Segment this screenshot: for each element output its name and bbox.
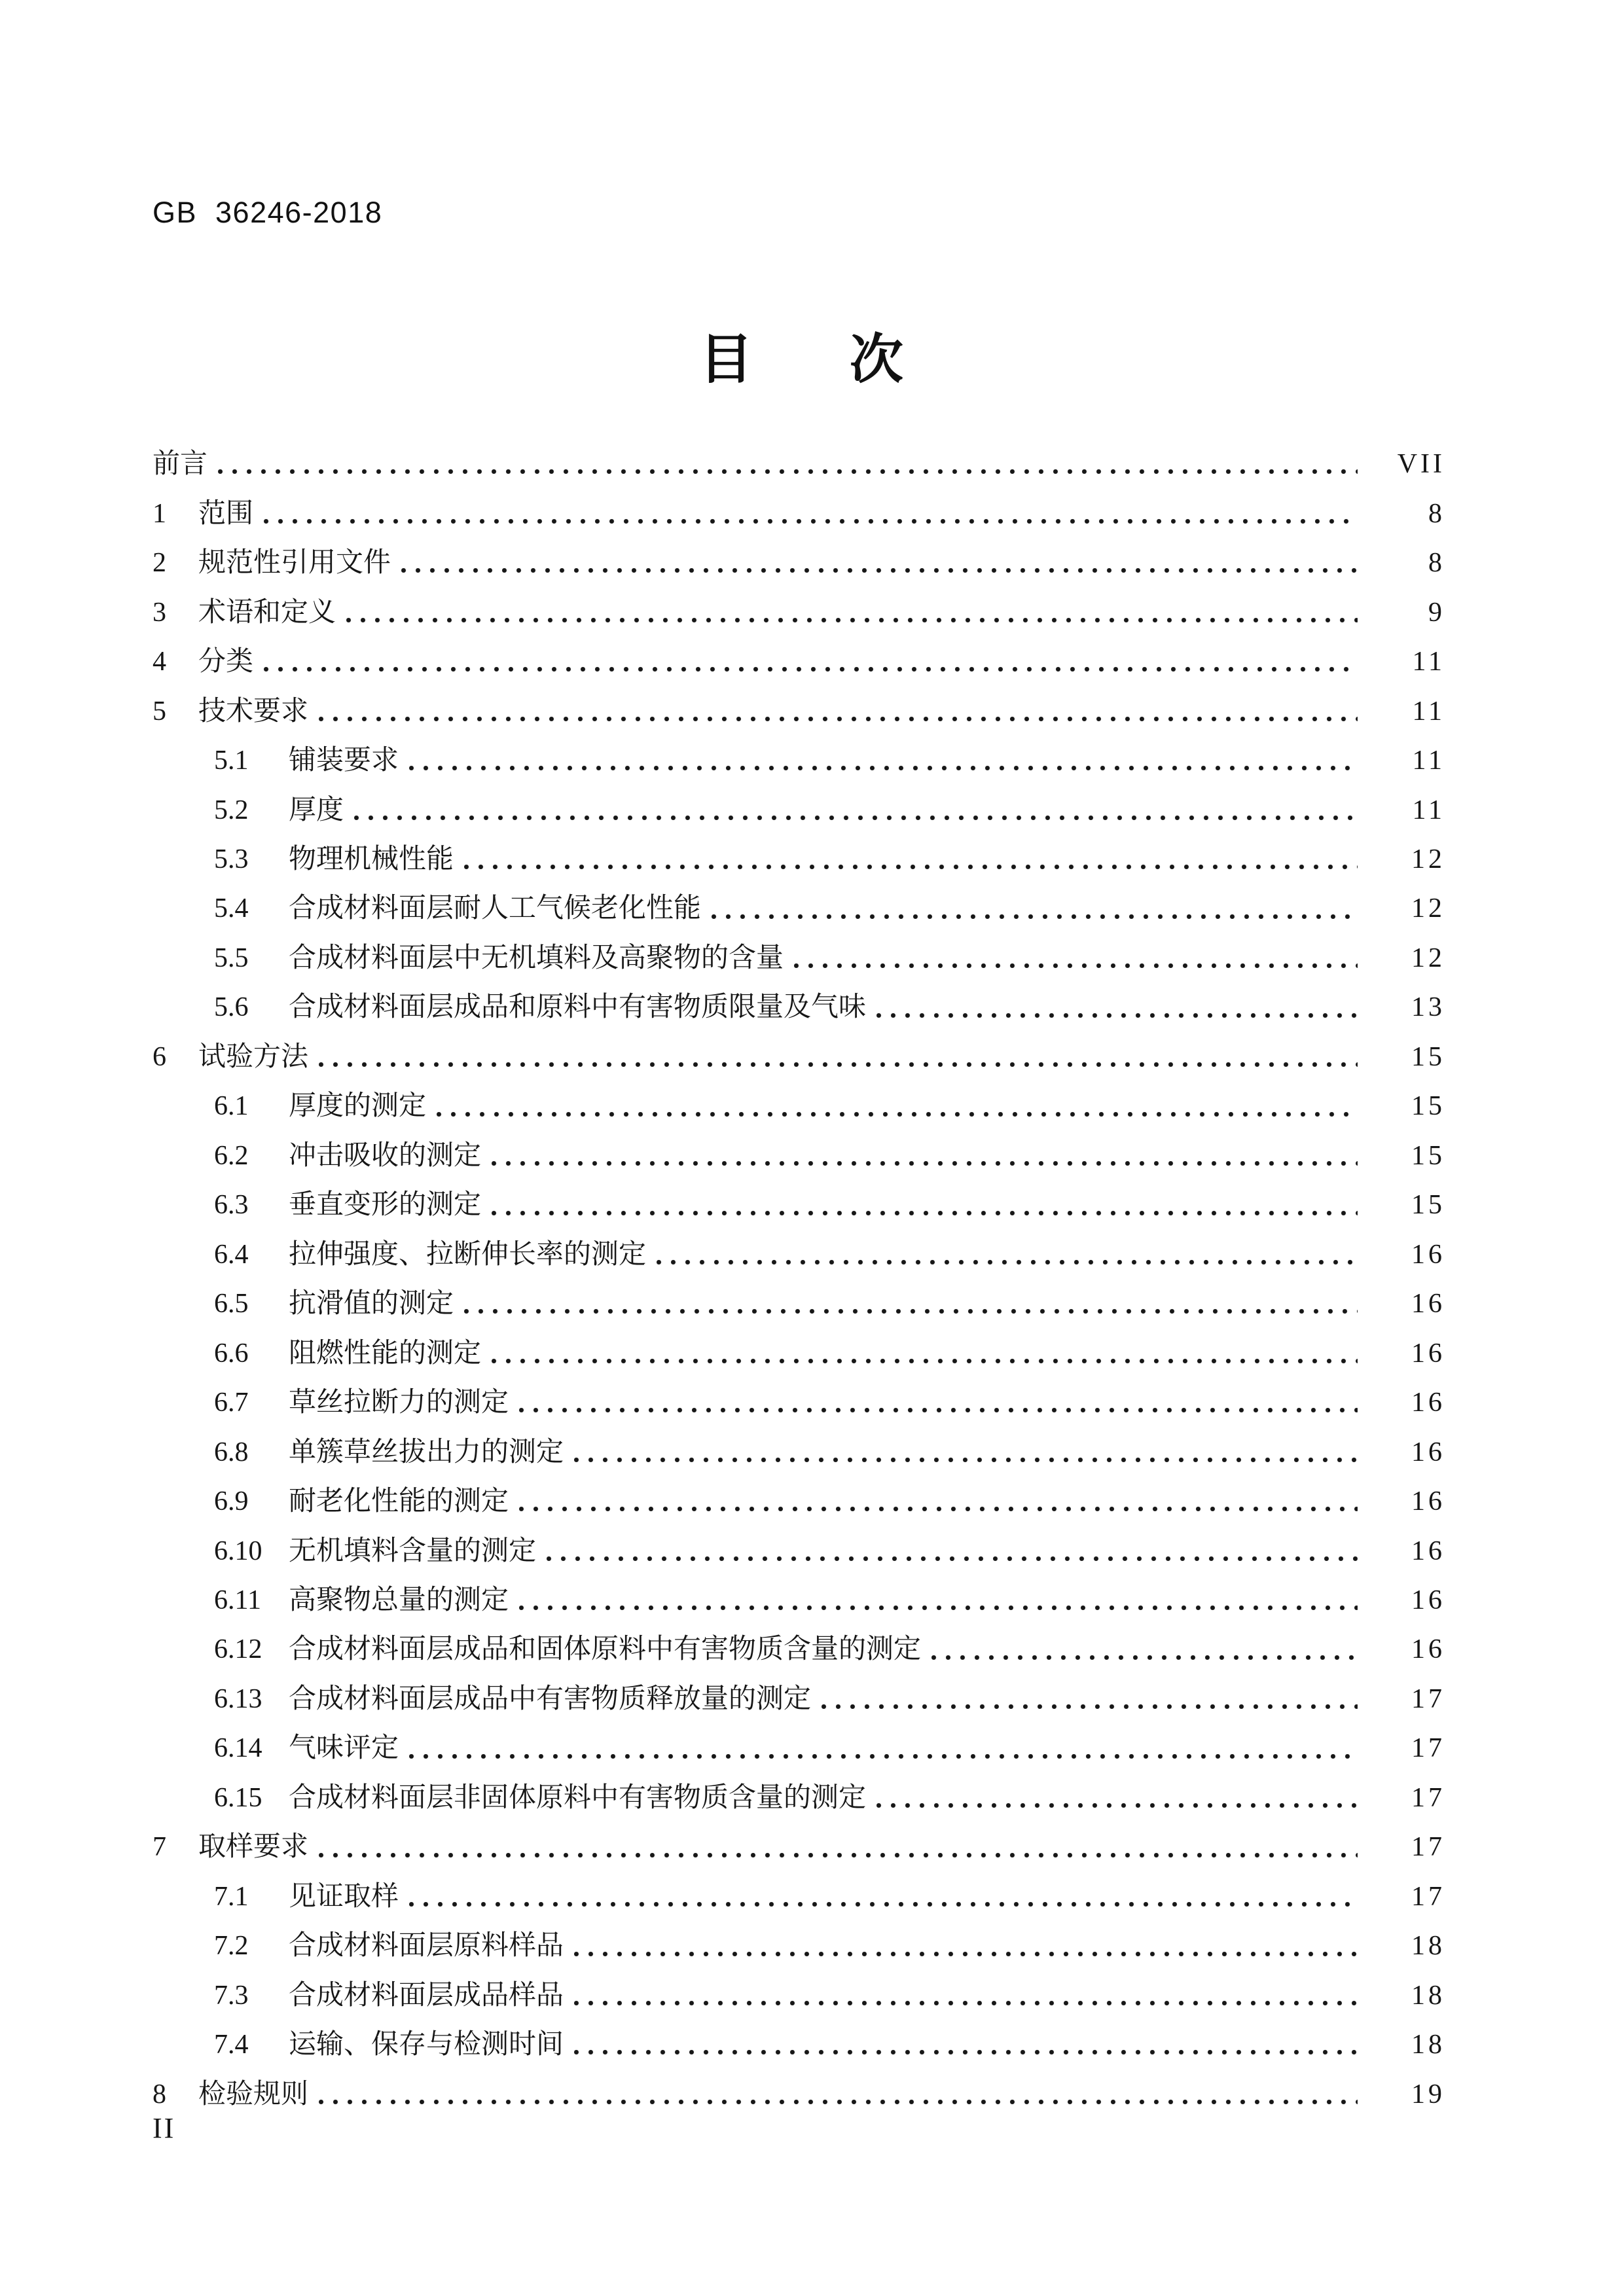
toc-leader-dots: [464, 1309, 1358, 1314]
toc-entry-title: 合成材料面层成品样品: [289, 1980, 564, 2011]
toc-entry-number: 4: [153, 647, 166, 677]
toc-entry-title: 规范性引用文件: [198, 548, 391, 579]
toc-entry-page: 17: [1411, 1782, 1445, 1813]
toc-entry-title: 前言: [153, 449, 208, 480]
toc-leader-dots: [401, 568, 1358, 573]
toc-entry-number: 5.5: [214, 942, 249, 973]
toc-leader-dots: [319, 1853, 1358, 1857]
toc-leader-dots: [437, 1112, 1358, 1117]
toc-entry-title: 合成材料面层成品中有害物质释放量的测定: [289, 1683, 812, 1714]
toc-entry-page: 11: [1412, 696, 1445, 726]
toc-leader-dots: [574, 2001, 1358, 2005]
toc-entry-number: 5.6: [214, 992, 249, 1023]
toc-entry-number: 7: [153, 1832, 166, 1863]
toc-row: [153, 1617, 1445, 1666]
toc-leader-dots: [492, 1211, 1358, 1215]
toc-entry-number: 6.9: [214, 1486, 249, 1517]
toc-entry-page: 17: [1411, 1733, 1445, 1764]
toc-row: [153, 1025, 1445, 1074]
toc-row: [153, 1716, 1445, 1765]
toc-leader-dots: [519, 1605, 1358, 1610]
toc-entry-page: 19: [1411, 2079, 1445, 2109]
toc-entry-number: 5.2: [214, 795, 249, 825]
toc-leader-dots: [547, 1556, 1358, 1561]
toc-leader-dots: [821, 1704, 1358, 1709]
toc-entry-page: 15: [1411, 1190, 1445, 1221]
toc-entry-page: 11: [1412, 745, 1445, 776]
toc-entry-page: 16: [1411, 1535, 1445, 1566]
toc-entry-number: 6.10: [214, 1535, 262, 1566]
toc-entry-number: 6.12: [214, 1634, 262, 1665]
toc-entry-page: 15: [1411, 1091, 1445, 1122]
toc-entry-number: 6.5: [214, 1289, 249, 1319]
toc-entry-number: 7.1: [214, 1881, 249, 1912]
toc-entry-page: 16: [1411, 1239, 1445, 1270]
toc-row: [153, 728, 1445, 778]
toc-leader-dots: [574, 1952, 1358, 1956]
toc-leader-dots: [319, 717, 1358, 721]
toc-entry-title: 试验方法: [198, 1041, 309, 1072]
toc-list: [153, 432, 1445, 2111]
toc-row: [153, 481, 1445, 530]
standard-number-header: GB 36246-2018: [153, 196, 383, 229]
toc-entry-title: 合成材料面层非固体原料中有害物质含量的测定: [289, 1782, 867, 1813]
toc-entry-number: 6.13: [214, 1683, 262, 1714]
toc-leader-dots: [409, 766, 1358, 770]
toc-entry-title: 气味评定: [289, 1733, 399, 1764]
toc-entry-title: 阻燃性能的测定: [289, 1338, 482, 1369]
toc-entry-number: 6.7: [214, 1388, 249, 1418]
toc-entry-page: 15: [1411, 1140, 1445, 1171]
toc-row: [153, 679, 1445, 728]
toc-entry-title: 物理机械性能: [289, 844, 454, 874]
toc-entry-page: 12: [1411, 893, 1445, 924]
toc-entry-title: 厚度的测定: [289, 1091, 427, 1122]
toc-leader-dots: [657, 1260, 1358, 1265]
toc-entry-number: 3: [153, 597, 166, 628]
toc-entry-title: 检验规则: [198, 2079, 309, 2109]
toc-entry-page: 11: [1412, 795, 1445, 825]
toc-leader-dots: [264, 667, 1358, 672]
toc-leader-dots: [409, 1902, 1358, 1907]
toc-row: [153, 531, 1445, 580]
toc-entry-number: 6.11: [214, 1585, 261, 1616]
toc-entry-title: 见证取样: [289, 1881, 399, 1912]
toc-leader-dots: [354, 816, 1358, 820]
toc-entry-page: 16: [1411, 1585, 1445, 1616]
toc-leader-dots: [876, 1803, 1358, 1808]
toc-entry-page: 18: [1411, 1980, 1445, 2011]
toc-leader-dots: [519, 1408, 1358, 1412]
toc-entry-title: 术语和定义: [198, 597, 336, 628]
toc-leader-dots: [519, 1507, 1358, 1511]
toc-entry-number: 2: [153, 548, 166, 579]
toc-row: [153, 1667, 1445, 1716]
toc-entry-title: 合成材料面层原料样品: [289, 1931, 564, 1962]
toc-entry-page: 18: [1411, 1931, 1445, 1962]
toc-entry-number: 6.3: [214, 1190, 249, 1221]
toc-entry-number: 8: [153, 2079, 166, 2109]
toc-entry-page: 16: [1411, 1437, 1445, 1467]
toc-entry-title: 取样要求: [198, 1832, 309, 1863]
toc-row: [153, 876, 1445, 925]
toc-entry-number: 1: [153, 498, 166, 529]
toc-entry-number: 6.4: [214, 1239, 249, 1270]
toc-entry-page: 17: [1411, 1683, 1445, 1714]
toc-row: [153, 827, 1445, 876]
toc-entry-page: 12: [1411, 942, 1445, 973]
toc-row: [153, 1568, 1445, 1617]
toc-entry-number: 6.2: [214, 1140, 249, 1171]
toc-row: [153, 1964, 1445, 2013]
toc-row: [153, 1223, 1445, 1272]
toc-entry-number: 6.15: [214, 1782, 262, 1813]
footer-page-number: II: [153, 2112, 176, 2144]
toc-row: [153, 1321, 1445, 1370]
toc-row: [153, 1371, 1445, 1420]
toc-entry-title: 单簇草丝拔出力的测定: [289, 1437, 564, 1467]
toc-row: [153, 2013, 1445, 2062]
toc-leader-dots: [409, 1754, 1358, 1759]
toc-entry-title: 分类: [198, 647, 254, 677]
toc-row: [153, 1074, 1445, 1123]
toc-entry-title: 合成材料面层耐人工气候老化性能: [289, 893, 702, 924]
toc-row: [153, 1815, 1445, 1864]
toc-row: [153, 1272, 1445, 1321]
toc-entry-number: 5.1: [214, 745, 249, 776]
toc-entry-page: 16: [1411, 1289, 1445, 1319]
toc-entry-title: 草丝拉断力的测定: [289, 1388, 509, 1418]
toc-entry-title: 抗滑值的测定: [289, 1289, 454, 1319]
toc-entry-number: 5.3: [214, 844, 249, 874]
toc-entry-page: 8: [1428, 498, 1445, 529]
toc-entry-page: 16: [1411, 1634, 1445, 1665]
toc-leader-dots: [492, 1161, 1358, 1166]
toc-entry-title: 合成材料面层中无机填料及高聚物的含量: [289, 942, 784, 973]
toc-entry-title: 厚度: [289, 795, 344, 825]
toc-leader-dots: [931, 1655, 1358, 1660]
toc-entry-number: 7.2: [214, 1931, 249, 1962]
toc-row: [153, 1914, 1445, 1963]
toc-entry-page: 16: [1411, 1338, 1445, 1369]
toc-entry-number: 6: [153, 1041, 166, 1072]
toc-entry-title: 无机填料含量的测定: [289, 1535, 537, 1566]
toc-entry-number: 5: [153, 696, 166, 726]
toc-entry-title: 技术要求: [198, 696, 309, 726]
toc-row: [153, 630, 1445, 679]
toc-entry-title: 拉伸强度、拉断伸长率的测定: [289, 1239, 647, 1270]
toc-entry-title: 运输、保存与检测时间: [289, 2030, 564, 2060]
toc-entry-number: 6.8: [214, 1437, 249, 1467]
toc-entry-page: VII: [1397, 449, 1445, 480]
toc-leader-dots: [346, 618, 1358, 622]
toc-entry-page: 15: [1411, 1041, 1445, 1072]
toc-entry-page: 17: [1411, 1832, 1445, 1863]
toc-leader-dots: [492, 1359, 1358, 1363]
toc-entry-page: 9: [1428, 597, 1445, 628]
toc-leader-dots: [574, 2050, 1358, 2054]
page-title: 目 次: [699, 330, 925, 389]
toc-entry-page: 18: [1411, 2030, 1445, 2060]
toc-row: [153, 1518, 1445, 1568]
toc-entry-title: 耐老化性能的测定: [289, 1486, 509, 1517]
toc-entry-number: 6.1: [214, 1091, 249, 1122]
toc-entry-title: 冲击吸收的测定: [289, 1140, 482, 1171]
toc-leader-dots: [319, 1062, 1358, 1067]
toc-entry-number: 6.6: [214, 1338, 249, 1369]
toc-entry-page: 17: [1411, 1881, 1445, 1912]
toc-entry-page: 13: [1411, 992, 1445, 1023]
toc-entry-title: 高聚物总量的测定: [289, 1585, 509, 1616]
toc-leader-dots: [218, 469, 1358, 474]
toc-leader-dots: [712, 914, 1358, 919]
toc-row: [153, 2062, 1445, 2111]
toc-entry-number: 7.4: [214, 2030, 249, 2060]
toc-row: [153, 778, 1445, 827]
toc-row: [153, 1865, 1445, 1914]
toc-entry-number: 5.4: [214, 893, 249, 924]
toc-row: [153, 1766, 1445, 1815]
toc-entry-page: 16: [1411, 1486, 1445, 1517]
toc-row: [153, 926, 1445, 975]
toc-leader-dots: [794, 963, 1358, 968]
toc-leader-dots: [876, 1013, 1358, 1018]
toc-entry-title: 垂直变形的测定: [289, 1190, 482, 1221]
toc-row: [153, 1173, 1445, 1222]
toc-entry-page: 12: [1411, 844, 1445, 874]
toc-row: [153, 580, 1445, 629]
toc-entry-page: 16: [1411, 1388, 1445, 1418]
toc-row: [153, 432, 1445, 481]
toc-entry-number: 7.3: [214, 1980, 249, 2011]
toc-entry-page: 8: [1428, 548, 1445, 579]
toc-entry-number: 6.14: [214, 1733, 262, 1764]
toc-row: [153, 1420, 1445, 1469]
toc-entry-page: 11: [1412, 647, 1445, 677]
toc-row: [153, 1124, 1445, 1173]
toc-entry-title: 合成材料面层成品和固体原料中有害物质含量的测定: [289, 1634, 922, 1665]
toc-leader-dots: [464, 865, 1358, 869]
toc-entry-title: 合成材料面层成品和原料中有害物质限量及气味: [289, 992, 867, 1023]
toc-leader-dots: [264, 519, 1358, 524]
toc-leader-dots: [574, 1458, 1358, 1462]
toc-row: [153, 1469, 1445, 1518]
toc-leader-dots: [319, 2100, 1358, 2104]
toc-entry-title: 范围: [198, 498, 254, 529]
toc-row: [153, 975, 1445, 1024]
toc-entry-title: 铺装要求: [289, 745, 399, 776]
